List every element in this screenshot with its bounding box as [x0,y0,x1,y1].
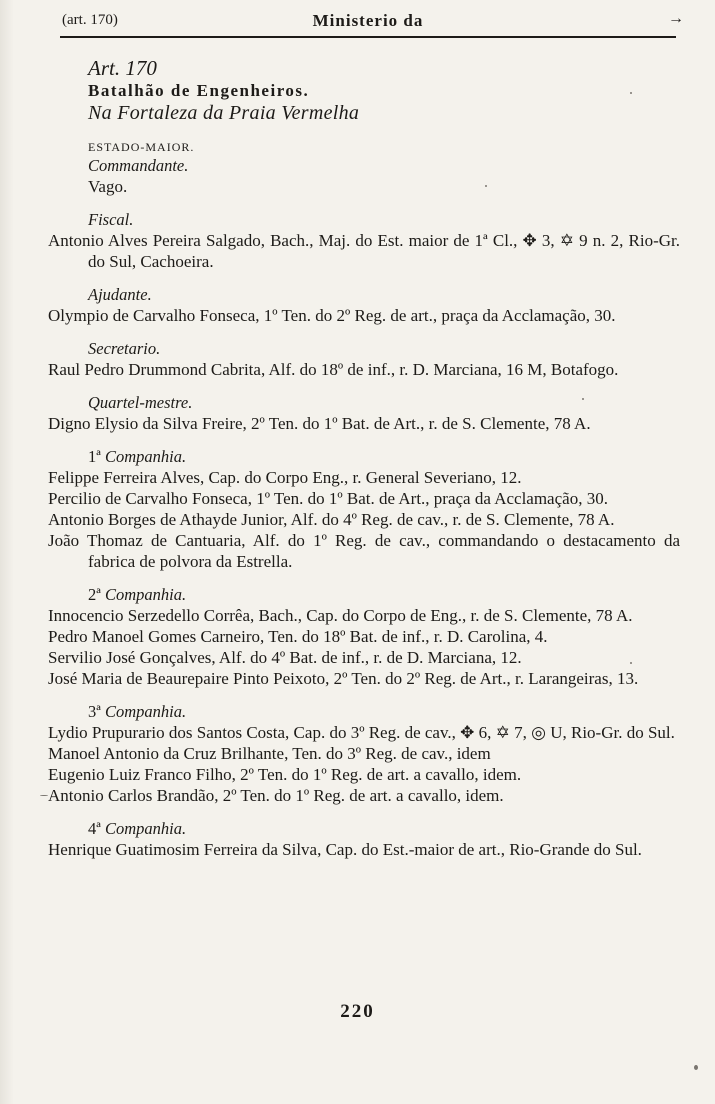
companhia-3-heading [88,701,680,722]
list-item: Innocencio Serzedello Corrêa, Bach., Cap. do Corpo de Eng., r. de S. Clemente, 78 A. [48,606,633,625]
list-item: Antonio Borges de Athayde Junior, Alf. do 4º Reg. de cav., r. de S. Clemente, 78 A. [48,510,615,529]
entry-fiscal: Antonio Alves Pereira Salgado, Bach., Maj. do Est. maior de 1ª Cl., ✥ 3, ✡ 9 n. 2, Rio-Gr. do Sul, Cachoeira. [48,231,680,271]
header-title: Ministerio da [312,11,424,30]
commandante-value: Vago. [88,177,128,196]
scan-speck [582,398,584,400]
companhia-1-heading [88,446,680,467]
companhia-number: 3ª [88,702,101,721]
companhia-label: Companhia. [104,702,187,721]
companhia-label: Companhia. [104,819,187,838]
section-estado-maior: ESTADO-MAIOR. [88,140,195,154]
list-item: Eugenio Luiz Franco Filho, 2º Ten. do 1º Reg. de art. a cavallo, idem. [48,765,522,784]
companhia-number: 2ª [88,585,101,604]
scan-speck [485,185,487,187]
role-quartel-mestre: Quartel-mestre. [88,393,193,412]
list-item: Felippe Ferreira Alves, Cap. do Corpo Eng., r. General Severiano, 12. [48,468,522,487]
list-item: Manoel Antonio da Cruz Brilhante, Ten. do 3º Reg. de cav., idem [48,744,491,763]
role-secretario: Secretario. [88,339,161,358]
list-item: Pedro Manoel Gomes Carneiro, Ten. do 18º Bat. de inf., r. D. Carolina, 4. [48,627,548,646]
article-body [48,56,680,860]
entry-quartel-mestre: Digno Elysio da Silva Freire, 2º Ten. do 1º Bat. de Art., r. de S. Clemente, 78 A. [48,414,591,433]
entry-ajudante: Olympio de Carvalho Fonseca, 1º Ten. do 2º Reg. de art., praça da Acclamação, 30. [48,306,616,325]
list-item: Servilio José Gonçalves, Alf. do 4º Bat. de inf., r. de D. Marciana, 12. [48,648,522,667]
role-commandante: Commandante. [88,156,189,175]
list-item: João Thomaz de Cantuaria, Alf. do 1º Reg. de cav., commandando o destacamento da fabrica de polvora da Estrella. [48,531,680,571]
companhia-number: 4ª [88,819,101,838]
scan-speck [630,662,632,664]
list-item: Antonio Carlos Brandão, 2º Ten. do 1º Reg. de art. a cavallo, idem. [48,786,504,805]
unit-location: Na Fortaleza da Praia Vermelha [88,102,360,124]
scan-speck [694,1065,698,1070]
list-item: Henrique Guatimosim Ferreira da Silva, Cap. do Est.-maior de art., Rio-Grande do Sul. [48,840,642,859]
entry-secretario: Raul Pedro Drummond Cabrita, Alf. do 18º de inf., r. D. Marciana, 16 M, Botafogo. [48,360,619,379]
companhia-2-heading [88,584,680,605]
list-item: Lydio Prupurario dos Santos Costa, Cap. do 3º Reg. de cav., ✥ 6, ✡ 7, ◎ U, Rio-Gr. do Sul. [48,723,675,742]
scan-speck [40,795,48,796]
unit-title: Batalhão de Engenheiros. [88,81,310,100]
scan-speck [630,92,632,94]
page-number: 220 [340,1001,375,1022]
header-article-ref: (art. 170) [62,12,118,28]
page-edge-shadow [0,0,14,1104]
role-ajudante: Ajudante. [88,285,152,304]
companhia-4-heading [88,818,680,839]
article-number: Art. 170 [88,56,157,80]
list-item: Percilio de Carvalho Fonseca, 1º Ten. do 1º Bat. de Art., praça da Acclamação, 30. [48,489,608,508]
companhia-label: Companhia. [104,585,187,604]
running-header [60,10,684,38]
list-item: José Maria de Beaurepaire Pinto Peixoto, 2º Ten. do 2º Reg. de Art., r. Larangeiras, 13. [48,669,639,688]
companhia-number: 1ª [88,447,101,466]
companhia-label: Companhia. [104,447,187,466]
role-fiscal: Fiscal. [88,210,134,229]
arrow-right-icon: → [668,10,684,27]
